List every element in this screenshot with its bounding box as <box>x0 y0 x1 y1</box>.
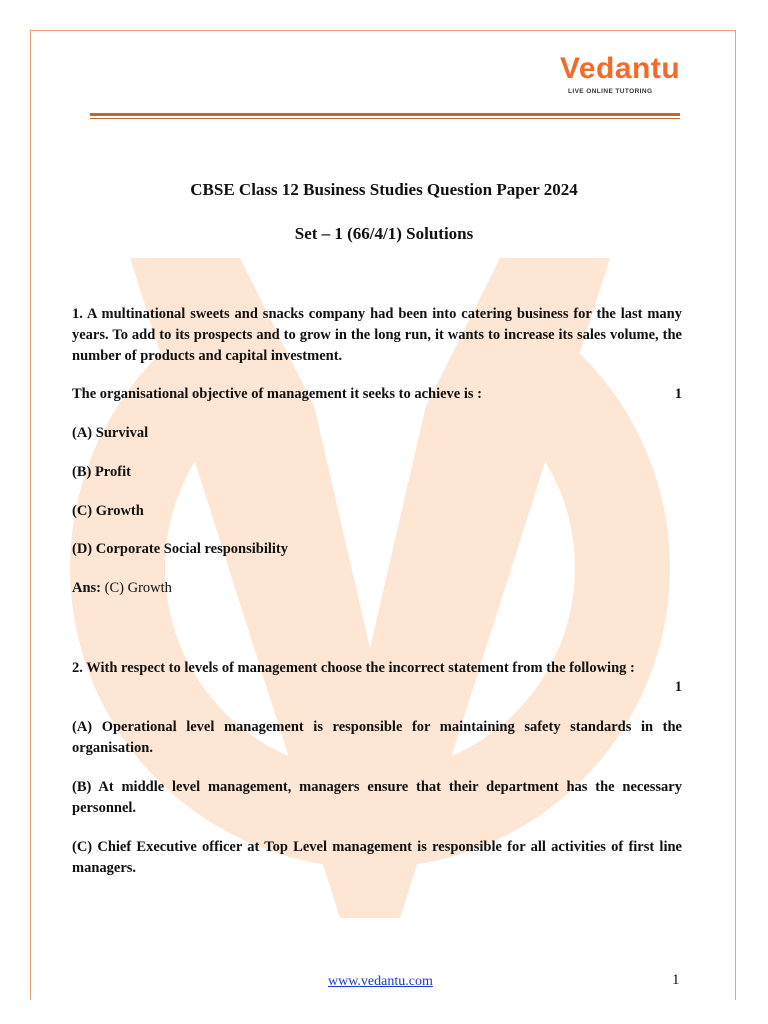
answer-label: Ans: <box>72 580 102 596</box>
question-1-option-c: (C) Growth <box>72 503 144 519</box>
question-2-option-b: (B) At middle level management, managers ensure that their department has the necessary personnel. <box>72 779 682 816</box>
vedantu-logo <box>560 52 680 100</box>
answer-value: (C) Growth <box>104 580 172 596</box>
question-1-option-d: (D) Corporate Social responsibility <box>72 541 289 557</box>
logo-wordmark: Vedantu <box>560 52 681 85</box>
question-1-stem: 1. A multinational sweets and snacks company had been into catering business for the last many years. To add to its prospects and to grow in the long run, it wants to increase its sales volume, the number of products and capital investment. <box>72 306 682 364</box>
document-subtitle: Set – 1 (66/4/1) Solutions <box>294 224 474 243</box>
question-2-marks: 1 <box>674 679 682 695</box>
question-1-marks: 1 <box>674 386 682 402</box>
document-title: CBSE Class 12 Business Studies Question Paper 2024 <box>190 180 578 199</box>
question-1-option-a: (A) Survival <box>72 425 149 441</box>
header-rule-thin <box>90 118 680 119</box>
question-2-option-c: (C) Chief Executive officer at Top Level management is responsible for all activities of first line managers. <box>72 839 682 876</box>
question-1-answer <box>72 580 682 597</box>
footer-website-link[interactable]: www.vedantu.com <box>328 974 433 989</box>
question-2-stem: 2. With respect to levels of management choose the incorrect statement from the following : <box>72 660 635 676</box>
header-rule-thick <box>90 113 680 116</box>
logo-tagline: LIVE ONLINE TUTORING <box>568 88 653 95</box>
question-2-option-a: (A) Operational level management is responsible for maintaining safety standards in the organisation. <box>72 719 682 756</box>
page-number: 1 <box>672 972 680 988</box>
question-1-prompt: The organisational objective of management it seeks to achieve is : <box>72 386 482 402</box>
question-1-option-b: (B) Profit <box>72 464 131 480</box>
